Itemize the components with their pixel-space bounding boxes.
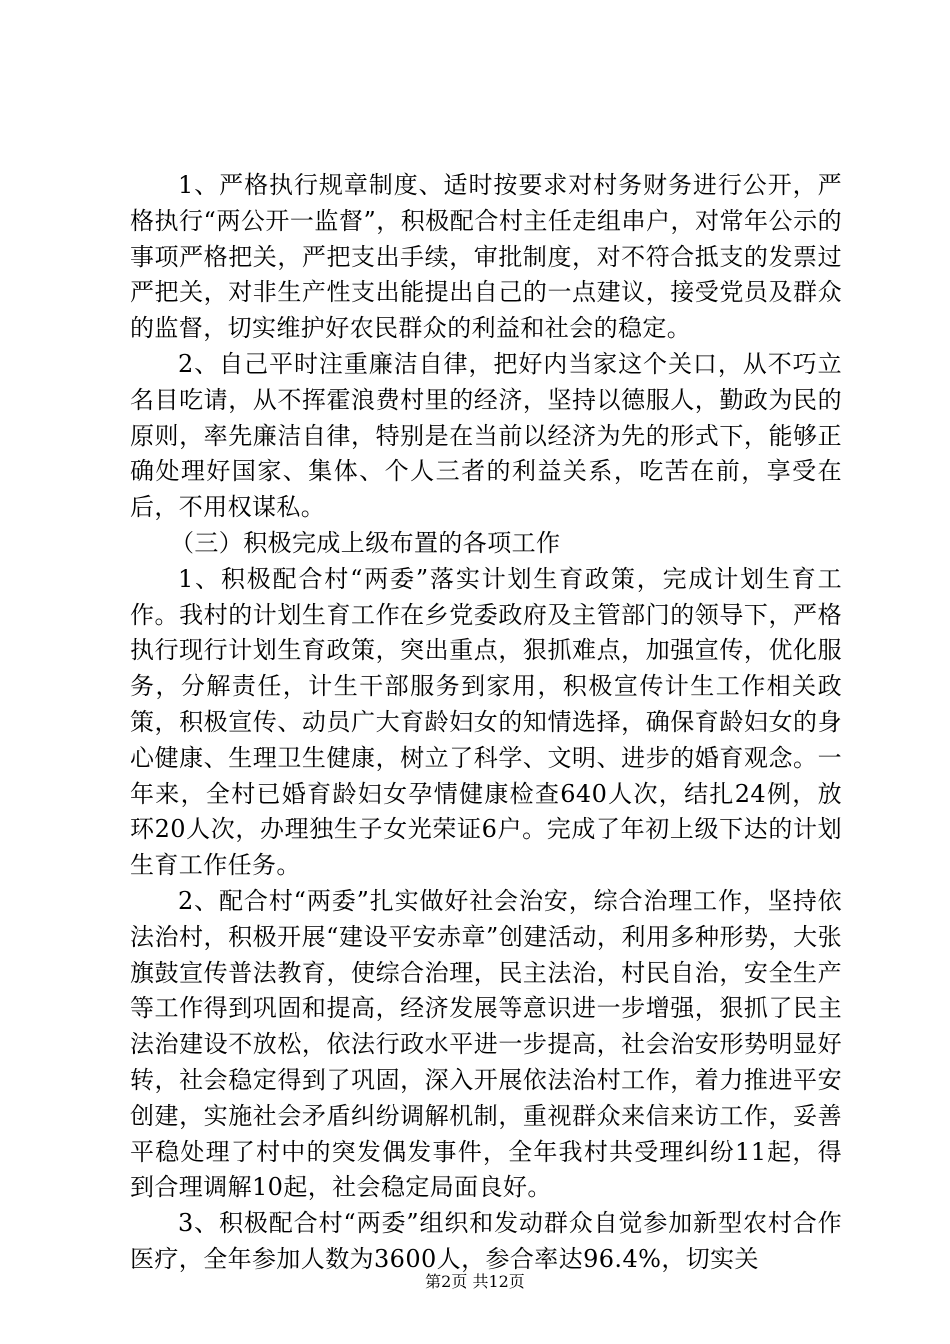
section-heading: （三）积极完成上级布置的各项工作 (170, 528, 561, 557)
paragraph-cooperative-medical: 3、积极配合村“两委”组织和发动群众自觉参加新型农村合作医疗，全年参加人数为3600人，参合率达96.4%，切实关 (130, 1209, 842, 1273)
document-body (130, 168, 842, 1278)
page-number-footer: 第2页 共12页 (425, 1272, 525, 1291)
paragraph-public-security: 2、配合村“两委”扎实做好社会治安，综合治理工作，坚持依法治村，积极开展“建设平安赤章”创建活动，利用多种形势，大张旗鼓宣传普法教育，使综合治理，民主法治，村民自治，安全生产等工作得到巩固和提高，经济发展等意识进一步增强，狠抓了民主法治建设不放松，依法行政水平进一步提高，社会治安形势明显好转，社会稳定得到了巩固，深入开展依法治村工作，着力推进平安创建，实施社会矛盾纠纷调解机制，重视群众来信来访工作，妥善平稳处理了村中的突发偶发事件，全年我村共受理纠纷11起，得到合理调解10起，社会稳定局面良好。 (130, 886, 842, 1202)
paragraph-family-planning: 1、积极配合村“两委”落实计划生育政策，完成计划生育工作。我村的计划生育工作在乡党委政府及主管部门的领导下，严格执行现行计划生育政策，突出重点，狠抓难点，加强宣传，优化服务，分解责任，计生干部服务到家用，积极宣传计生工作相关政策，积极宣传、动员广大育龄妇女的知情选择，确保育龄妇女的身心健康、生理卫生健康，树立了科学、文明、进步的婚育观念。一年来，全村已婚育龄妇女孕情健康检查640人次，结扎24例，放环20人次，办理独生子女光荣证6户。完成了年初上级下达的计划生育工作任务。 (130, 564, 842, 880)
paragraph-self-discipline: 2、自己平时注重廉洁自律，把好内当家这个关口，从不巧立名目吃请，从不挥霍浪费村里的经济，坚持以德服人，勤政为民的原则，率先廉洁自律，特别是在当前以经济为先的形式下，能够正确处理好国家、集体、个人三者的利益关系，吃苦在前，享受在后，不用权谋私。 (130, 349, 842, 522)
paragraph-village-finance: 1、严格执行规章制度、适时按要求对村务财务进行公开，严格执行“两公开一监督”，积极配合村主任走组串户，对常年公示的事项严格把关，严把支出手续，审批制度，对不符合抵支的发票过严把关，对非生产性支出能提出自己的一点建议，接受党员及群众的监督，切实维护好农民群众的利益和社会的稳定。 (130, 171, 842, 343)
